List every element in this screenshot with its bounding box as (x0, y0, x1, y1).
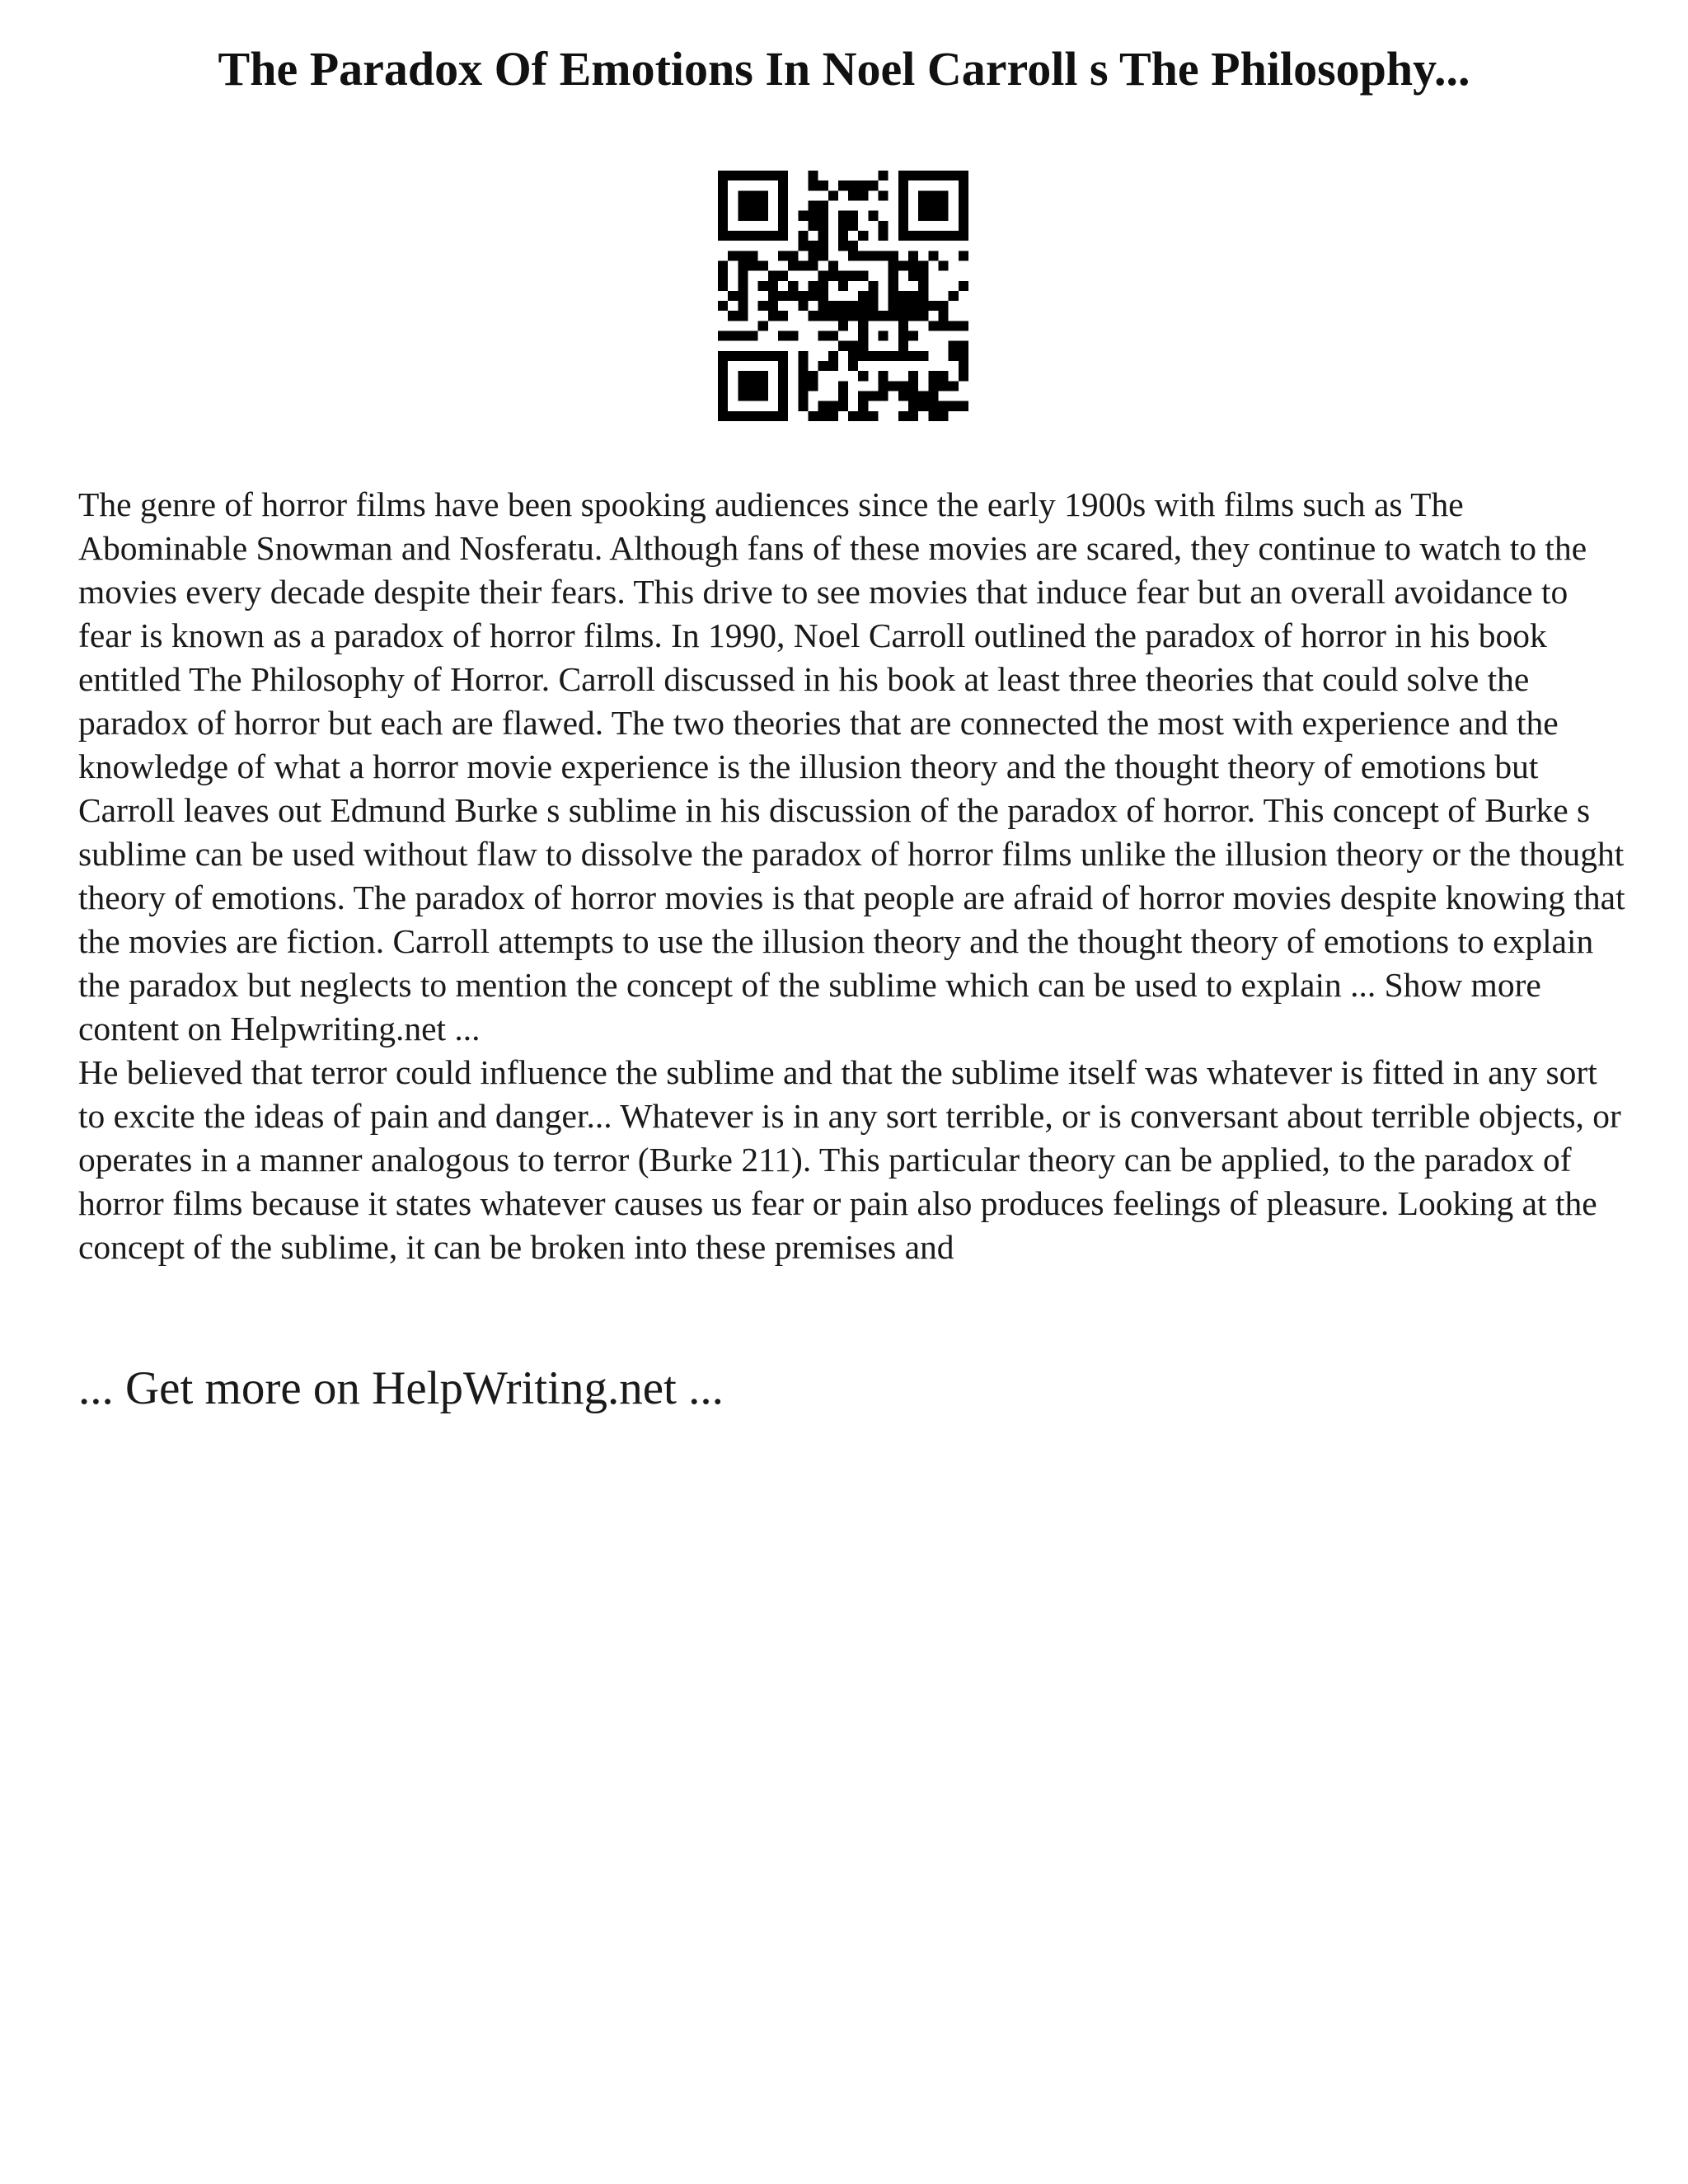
paragraph: He believed that terror could influence the sublime and that the sublime itself was whatever is fitted in any sort to excite the ideas of pain and danger... Whatever is in any sort terrible, or is conversant about terrible objects, or operates in a manner analogous to terror (Burke 211). This particular theory can be applied, to the paradox of horror films because it states whatever causes us fear or pain also produces feelings of pleasure. Looking at the concept of the sublime, it can be broken into these premises and (78, 1053, 1621, 1266)
article-body (78, 483, 1628, 1269)
get-more-link[interactable]: ... Get more on HelpWriting.net ... (78, 1362, 724, 1414)
page-title: The Paradox Of Emotions In Noel Carroll s The Philosophy... (218, 42, 1470, 96)
paragraph: The genre of horror films have been spooking audiences since the early 1900s with films such as The Abominable Snowman and Nosferatu. Although fans of these movies are scared, they continue to watch to the movies every decade despite their fears. This drive to see movies that induce fear but an overall avoidance to fear is known as a paradox of horror films. In 1990, Noel Carroll outlined the paradox of horror in his book entitled The Philosophy of Horror. Carroll discussed in his book at least three theories that could solve the paradox of horror but each are flawed. The two theories that are connected the most with experience and the knowledge of what a horror movie experience is the illusion theory and the thought theory of emotions but Carroll leaves out Edmund Burke s sublime in his discussion of the paradox of horror. This concept of Burke s sublime can be used without flaw to dissolve the paradox of horror films unlike the illusion theory or the thought theory of emotions. The paradox of horror movies is that people are afraid of horror movies despite knowing that the movies are fiction. Carroll attempts to use the illusion theory and the thought theory of emotions to explain the paradox but neglects to mention the concept of the sublime which can be used to explain ... Show more content on Helpwriting.net ... (78, 485, 1625, 1047)
qr-code-icon (718, 171, 968, 421)
